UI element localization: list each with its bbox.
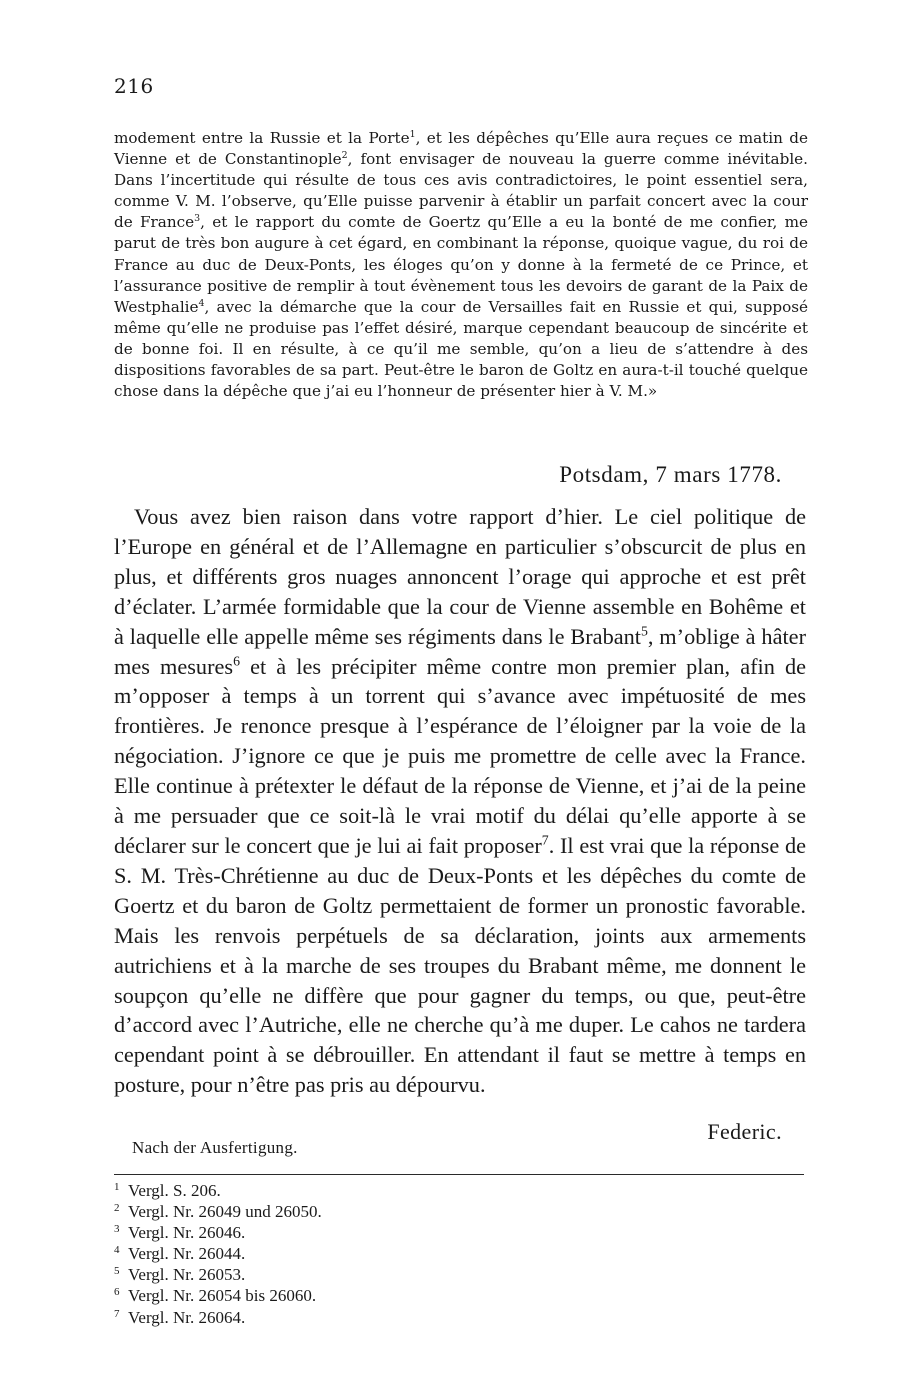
letter-text: Vous avez bien raison dans votre rapport d’hier. Le ciel politique de l’Europe en général et de l’Allemagne en particulier s’obscurcit de plus en plus, et différents gros nuages annoncent l’orage qui approche et est prêt d’éclater. L’armée formidable que la cour de Vienne assemble en Bohême et à laquelle elle appelle même ses régiments dans le Brabant bbox=[114, 504, 806, 649]
footnote-item bbox=[114, 1243, 804, 1264]
report-paragraph bbox=[114, 128, 808, 402]
footnote-divider bbox=[114, 1174, 804, 1175]
footnote-number: 6 bbox=[114, 1286, 120, 1299]
footnote-list bbox=[114, 1180, 804, 1328]
footnote-ref[interactable]: 5 bbox=[640, 623, 648, 639]
footnote-number: 3 bbox=[114, 1223, 120, 1236]
letter-dateline: Potsdam, 7 mars 1778. bbox=[559, 462, 782, 487]
footnote-item bbox=[114, 1264, 804, 1285]
report-excerpt bbox=[114, 128, 808, 402]
footnote-text: Vergl. Nr. 26053. bbox=[128, 1265, 246, 1285]
report-text: , et les dépêches qu’Elle aura reçues ce matin de Vienne et de Constantinople bbox=[114, 129, 808, 169]
footnote-ref[interactable]: 3 bbox=[194, 213, 201, 225]
letter-text: , m’oblige à hâter mes mesures bbox=[114, 623, 806, 679]
footnote-number: 2 bbox=[114, 1202, 120, 1215]
footnote-ref[interactable]: 6 bbox=[233, 653, 240, 669]
letter-text: et à les précipiter même contre mon premier plan, afin de m’opposer à temps à un torrent qui s’avance avec impétuosité de mes frontières. Je renonce presque à l’espérance de l’éloigner par la voie de la négociation. J’ignore ce que je puis me promettre de celle avec la France. Elle continue à prétexter le défaut de la réponse de Vienne, et j’ai de la peine à me persuader que ce soit-là le vrai motif du délai qu’elle apporte à se déclarer sur le concert que je lui ai fait proposer bbox=[114, 653, 806, 858]
footnote-ref[interactable]: 4 bbox=[198, 297, 205, 309]
letter-text: . Il est vrai que la réponse de S. M. Très-Chrétienne au duc de Deux-Ponts et les dépêches du comte de Goertz et du baron de Goltz permettaient de former un pronostic favorable. Mais les renvois perpétuels de sa déclaration, joints aux armements autrichiens et à la marche de ses troupes du Brabant même, me donnent le soupçon qu’elle ne diffère que pour gagner du temps, ou que, peut-être d’accord avec l’Autriche, elle ne cherche qu’à me duper. Le cahos ne tardera cependant point à se débrouiller. En attendant il faut se mettre à temps en posture, pour n’être pas pris au dépourvu. bbox=[114, 832, 806, 1098]
footnote-number: 7 bbox=[114, 1307, 120, 1320]
page-number: 216 bbox=[114, 74, 154, 98]
report-text: , font envisager de nouveau la guerre comme inévitable. Dans l’incertitude qui résulte de tous ces avis contradictoires, le point essentiel sera, comme V. M. l’observe, qu’Elle puisse parvenir à établir un parfait concert avec la cour de France bbox=[114, 150, 808, 232]
footnote-number: 5 bbox=[114, 1265, 120, 1278]
footnote-ref[interactable]: 2 bbox=[341, 150, 348, 162]
footnote-text: Vergl. Nr. 26046. bbox=[128, 1223, 246, 1243]
footnote-number: 4 bbox=[114, 1244, 120, 1257]
footnote-ref[interactable]: 7 bbox=[541, 832, 549, 848]
footnote-ref[interactable]: 1 bbox=[409, 128, 416, 140]
footnote-text: Vergl. Nr. 26064. bbox=[128, 1307, 246, 1327]
footnote-text: Vergl. Nr. 26044. bbox=[128, 1244, 246, 1264]
footnote-text: Vergl. S. 206. bbox=[128, 1181, 221, 1200]
footnote-text: Vergl. Nr. 26054 bis 26060. bbox=[128, 1286, 317, 1306]
footnote-item bbox=[114, 1180, 804, 1201]
report-text: modement entre la Russie et la Porte bbox=[114, 129, 410, 147]
footnote-item bbox=[114, 1285, 804, 1306]
footnote-number: 1 bbox=[114, 1181, 120, 1193]
footnote-text: Vergl. Nr. 26049 und 26050. bbox=[128, 1202, 322, 1222]
footnote-item bbox=[114, 1201, 804, 1222]
report-text: , et le rapport du comte de Goertz qu’Elle a eu la bonté de me confier, me parut de très bon augure à cet égard, en combinant la réponse, quoique vague, du roi de France au duc de Deux-Ponts, les éloges qu’on y donne à la fermeté de ce Prince, et l’assurance positive de remplir à tout évènement tous les devoirs de garant de la Paix de Westphalie bbox=[114, 213, 808, 316]
letter-signature: Federic. bbox=[707, 1119, 782, 1144]
source-note: Nach der Ausfertigung. bbox=[132, 1138, 298, 1157]
report-text: , avec la démarche que la cour de Versailles fait en Russie et qui, supposé même qu’elle ne produise pas l’effet désiré, marque cependant beaucoup de sincérite et de bonne foi. Il en résulte, à ce qu’il me semble, qu’on a lieu de s’attendre à des dispositions favorables de sa part. Peut-être le baron de Goltz en aura-t-il touché quelque chose dans la dépêche que j’ai eu l’honneur de présenter hier à V. M.» bbox=[114, 297, 808, 401]
footnote-item bbox=[114, 1307, 804, 1328]
letter-paragraph bbox=[114, 502, 806, 1100]
footnote-item bbox=[114, 1222, 804, 1243]
letter-body bbox=[114, 502, 806, 1100]
